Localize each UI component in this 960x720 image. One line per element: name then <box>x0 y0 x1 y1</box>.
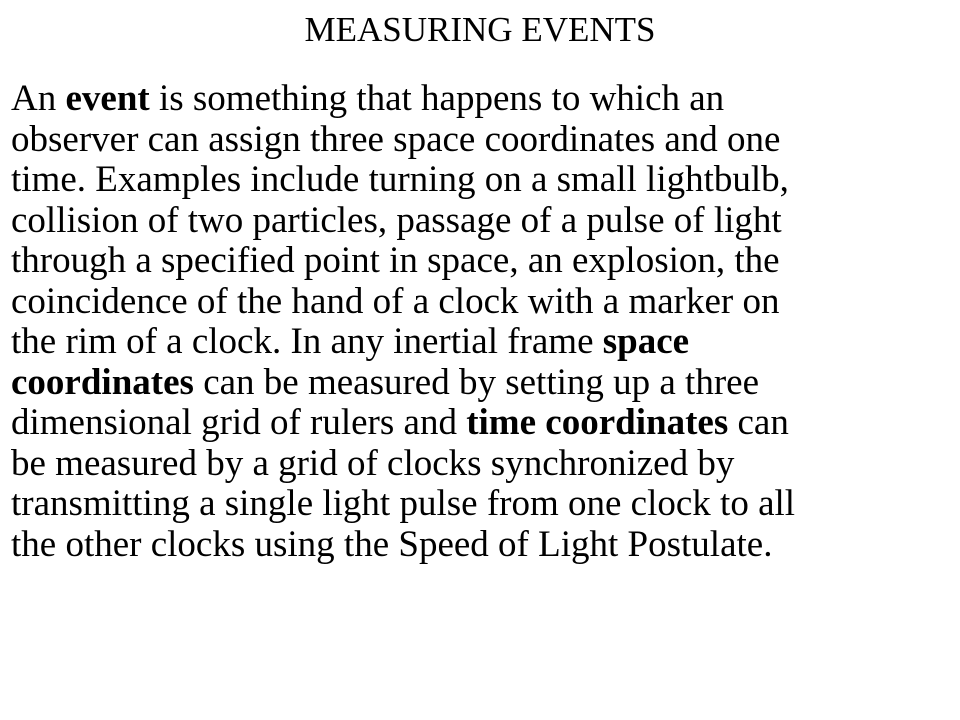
paragraph-line <box>11 282 956 323</box>
text-segment: the rim of a clock. In any inertial frame <box>11 321 603 362</box>
body-paragraph <box>11 79 956 565</box>
text-segment: dimensional grid of rulers and <box>11 402 467 443</box>
text-segment: the other clocks using the Speed of Light Postulate. <box>11 523 773 565</box>
paragraph-line <box>11 160 956 201</box>
bold-term: coordinates <box>11 361 194 403</box>
text-segment: An <box>11 78 66 119</box>
bold-term: event <box>65 78 150 119</box>
text-segment: time. Examples include turning on a small lightbulb, <box>11 159 789 200</box>
paragraph-line <box>11 363 956 404</box>
text-segment: observer can assign three space coordinates and one <box>11 118 781 160</box>
bold-term: time coordinates <box>466 402 729 443</box>
text-segment: coincidence of the hand of a clock with a marker on <box>11 280 780 322</box>
text-segment: transmitting a single light pulse from one clock to all <box>11 483 796 524</box>
paragraph-line <box>11 241 956 282</box>
text-segment: can <box>728 402 789 443</box>
bold-term: space <box>602 321 690 362</box>
text-segment: is something that happens to which an <box>149 78 725 119</box>
slide-title: MEASURING EVENTS <box>304 10 656 49</box>
paragraph-line <box>11 444 956 485</box>
paragraph-line <box>11 484 956 525</box>
paragraph-line <box>11 79 956 120</box>
text-segment: collision of two particles, passage of a pulse of light <box>11 199 782 241</box>
text-segment: can be measured by setting up a three <box>193 361 760 403</box>
paragraph-line <box>11 403 956 444</box>
paragraph-line <box>11 322 956 363</box>
paragraph-line <box>11 120 956 161</box>
paragraph-line <box>11 201 956 242</box>
text-segment: through a specified point in space, an explosion, the <box>11 240 780 281</box>
text-segment: be measured by a grid of clocks synchronized by <box>11 442 735 484</box>
paragraph-line <box>11 525 956 566</box>
